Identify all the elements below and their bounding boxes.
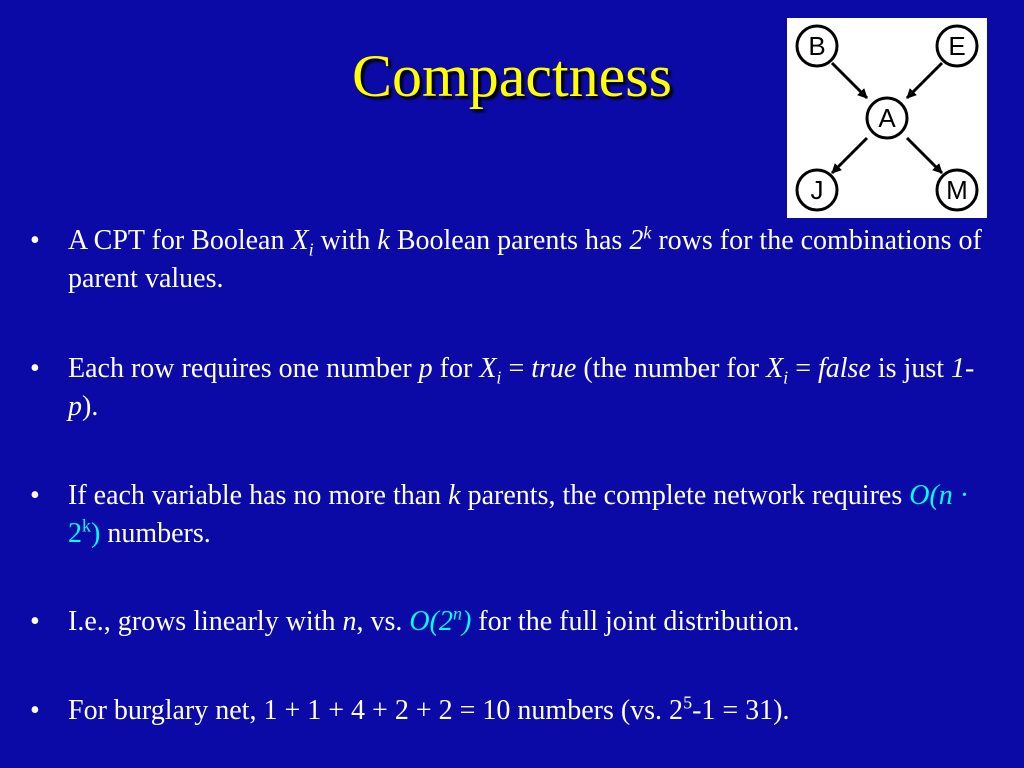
bayes-net-svg	[787, 18, 987, 218]
text-run: (the number for	[576, 353, 767, 384]
value-true: true	[531, 353, 577, 384]
node-e-label: E	[948, 31, 966, 61]
text-run: Boolean parents has	[389, 225, 630, 256]
bullet-list	[30, 222, 1000, 730]
big-o-expr: )	[91, 518, 101, 549]
subscript-i: i	[496, 367, 502, 388]
bullet-network-size	[30, 477, 1000, 553]
text-run: is just	[870, 353, 952, 384]
var-k: k	[377, 225, 390, 256]
text-run: Each row requires one number	[68, 353, 419, 384]
bullet-dot: •	[30, 695, 40, 726]
text-run: parents, the complete network requires	[460, 480, 910, 511]
bullet-dot: •	[30, 353, 40, 384]
var-n: n	[342, 606, 357, 637]
power-base: 2	[629, 225, 644, 256]
bullet-row-number	[30, 350, 1000, 426]
slide-title: Compactness	[352, 43, 672, 109]
node-b-label: B	[808, 31, 826, 61]
value-false: false	[817, 353, 871, 384]
big-o-expr: )	[461, 606, 472, 637]
var-p: p	[418, 353, 433, 384]
text-run: -1 = 31).	[692, 695, 790, 726]
text-run: A CPT for Boolean	[68, 225, 292, 256]
bullet-dot: •	[30, 480, 40, 511]
text-run: =	[788, 353, 818, 384]
node-m-label: M	[946, 175, 968, 205]
bullet-burglary-net	[30, 692, 1000, 730]
node-a-label: A	[878, 103, 896, 133]
text-run: I.e., grows linearly with	[68, 606, 343, 637]
var-x: X	[766, 353, 784, 384]
text-run: For burglary net, 1 + 1 + 4 + 2 + 2 = 10 numbers (vs. 2	[68, 695, 684, 726]
text-run: with	[313, 225, 378, 256]
text-run: rows for the combinations of parent values.	[68, 225, 982, 294]
text-run: ).	[82, 391, 99, 422]
bayes-net-diagram	[787, 18, 987, 218]
superscript-n: n	[452, 603, 462, 624]
edge-b-a	[832, 63, 867, 98]
big-o-expr: O(n	[909, 480, 953, 511]
expr-one-minus-p: 1-p	[68, 353, 975, 422]
superscript-5: 5	[683, 692, 693, 713]
bullet-dot: •	[30, 606, 40, 637]
bullet-linear-growth	[30, 603, 1000, 641]
node-j-label: J	[810, 175, 824, 205]
superscript-k: k	[82, 515, 91, 536]
superscript-k: k	[643, 222, 652, 243]
var-x: X	[479, 353, 497, 384]
text-run: , vs.	[356, 606, 410, 637]
subscript-i: i	[308, 239, 314, 260]
bullet-dot: •	[30, 225, 40, 256]
text-run: for	[432, 353, 480, 384]
edge-e-a	[907, 63, 942, 98]
edge-a-j	[832, 138, 867, 173]
text-run: numbers.	[100, 518, 211, 549]
big-o-expr: · 2	[68, 480, 970, 549]
big-o-expr: O(2	[409, 606, 453, 637]
var-x: X	[291, 225, 309, 256]
text-run: =	[501, 353, 532, 384]
var-k: k	[448, 480, 461, 511]
bullet-cpt-rows	[30, 222, 1000, 298]
text-run: If each variable has no more than	[68, 480, 449, 511]
edge-a-m	[907, 138, 942, 173]
subscript-i: i	[783, 367, 789, 388]
text-run: for the full joint distribution.	[471, 606, 800, 637]
